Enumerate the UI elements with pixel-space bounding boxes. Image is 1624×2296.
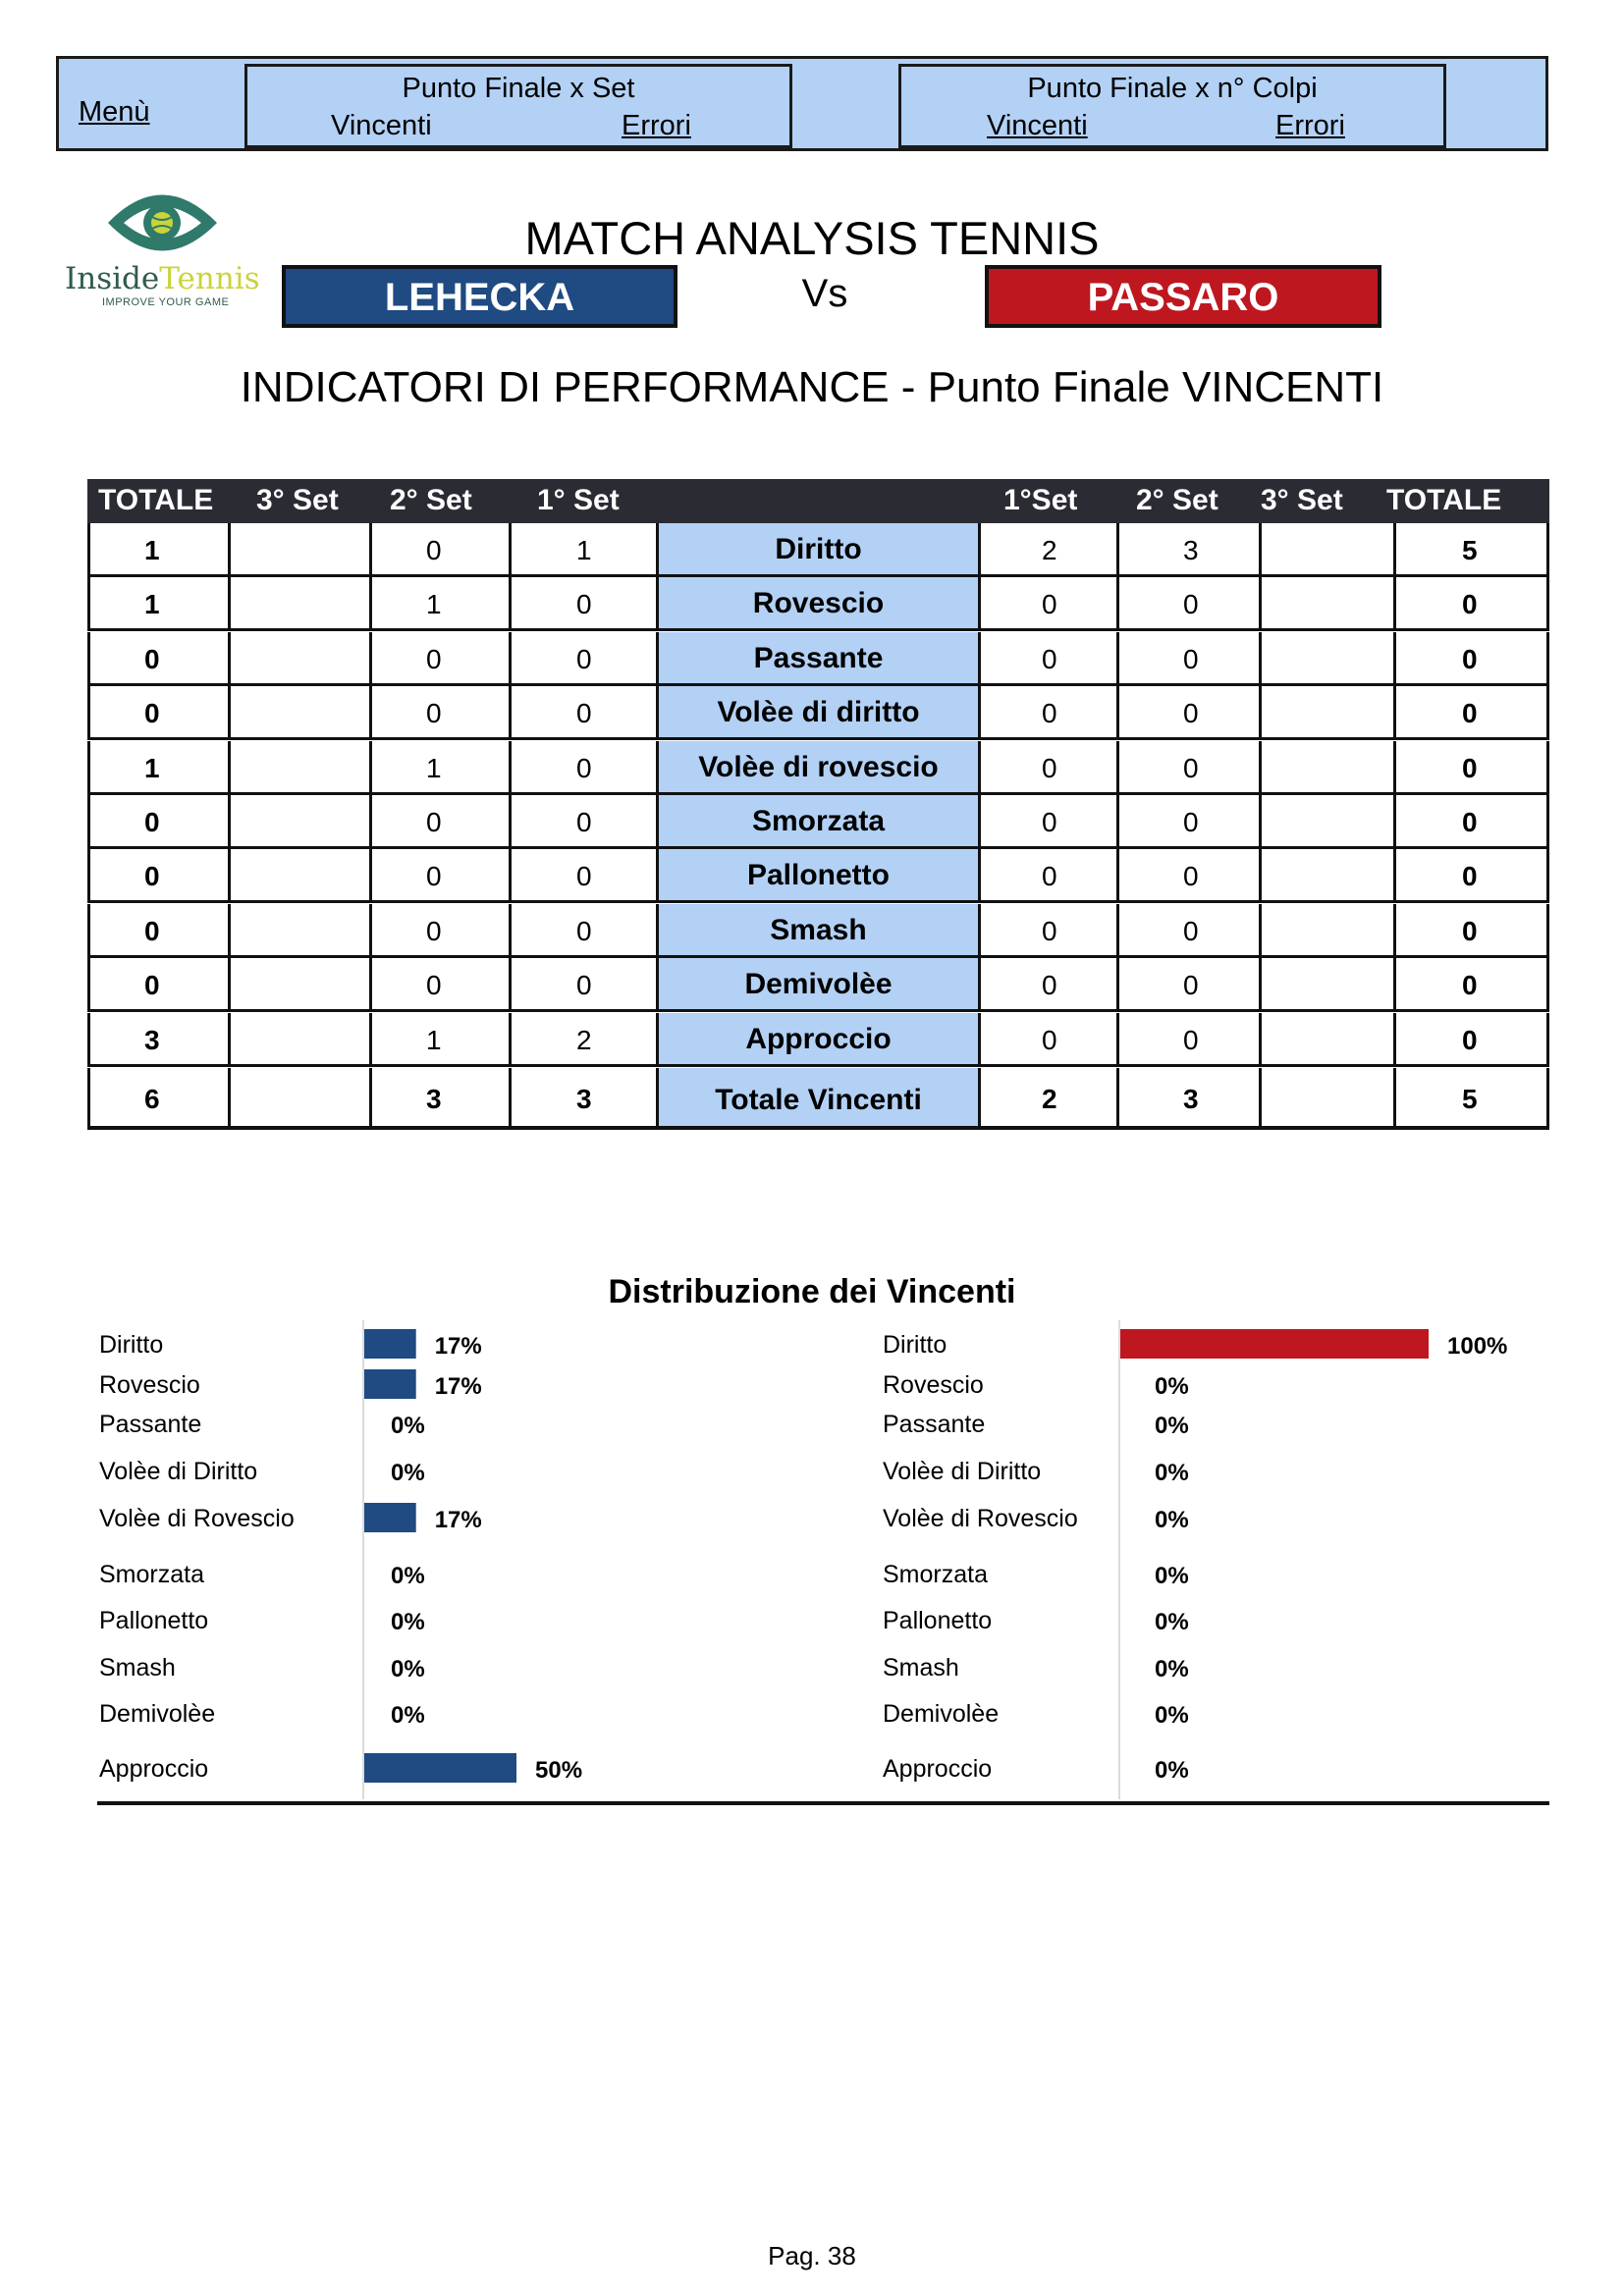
cell-value: 0 [1183, 753, 1199, 783]
cell-value: 0 [426, 535, 442, 565]
page-title: MATCH ANALYSIS TENNIS [524, 212, 1100, 264]
stroke-label: Rovescio [752, 587, 885, 619]
cell-value: 0 [1183, 644, 1199, 674]
cell-value: 0 [576, 589, 592, 619]
cell-value: 0 [426, 644, 442, 674]
header-set1-left: 1° Set [537, 484, 620, 516]
category-label: Volèe di Diritto [99, 1458, 258, 1485]
cell-value: 3 [426, 1084, 442, 1114]
page-number: Pag. 38 [768, 2241, 856, 2270]
cell-value: 2 [1042, 1084, 1057, 1114]
category-label: Volèe di Rovescio [99, 1505, 295, 1532]
cell-value: 0 [426, 698, 442, 728]
data-label: 0% [1155, 1702, 1189, 1729]
data-label: 0% [1155, 1609, 1189, 1635]
cell-value: 0 [1462, 861, 1478, 891]
cell-value: 3 [576, 1084, 592, 1114]
cell-value: 1 [426, 753, 442, 783]
header-set2-left: 2° Set [390, 484, 472, 516]
cell-value: 0 [1042, 916, 1057, 946]
category-label: Approccio [99, 1755, 209, 1783]
stroke-label: Volèe di diritto [717, 696, 920, 728]
stroke-label: Pallonetto [746, 859, 890, 891]
cell-value: 3 [144, 1025, 160, 1055]
category-label: Approccio [883, 1755, 993, 1783]
cell-value: 0 [1042, 753, 1057, 783]
cell-value: 2 [1042, 535, 1057, 565]
errori-set-link[interactable]: Errori [622, 110, 691, 141]
stroke-label: Passante [753, 642, 884, 674]
cell-value: 6 [144, 1084, 160, 1114]
cell-value: 0 [144, 644, 160, 674]
data-label: 0% [1155, 1656, 1189, 1682]
stroke-label: Smorzata [751, 805, 886, 837]
data-label: 17% [434, 1507, 482, 1533]
cell-value: 0 [1042, 698, 1057, 728]
cell-value: 0 [1042, 589, 1057, 619]
cell-value: 1 [576, 535, 592, 565]
cell-value: 0 [426, 916, 442, 946]
logo-word-inside: Inside [65, 261, 160, 296]
cell-value: 1 [144, 535, 160, 565]
cell-value: 0 [1462, 1025, 1478, 1055]
header-set1-right: 1°Set [1003, 484, 1078, 516]
cell-value: 0 [1042, 970, 1057, 1000]
bar [364, 1329, 416, 1359]
cell-value: 1 [144, 589, 160, 619]
category-label: Rovescio [99, 1371, 200, 1399]
stroke-label: Approccio [745, 1023, 892, 1055]
vincenti-set-link[interactable]: Vincenti [331, 110, 432, 141]
category-label: Passante [99, 1411, 202, 1438]
stroke-label: Demivolèe [744, 968, 893, 1000]
menu-link[interactable]: Menù [79, 96, 150, 128]
cell-value: 0 [1183, 807, 1199, 837]
cell-value: 0 [576, 698, 592, 728]
cell-value: 0 [1042, 1025, 1057, 1055]
cell-value: 0 [144, 916, 160, 946]
stroke-label: Volèe di rovescio [698, 751, 939, 783]
cell-value: 3 [1183, 535, 1199, 565]
cell-value: 1 [426, 1025, 442, 1055]
category-label: Smorzata [99, 1561, 204, 1588]
errori-colpi-link[interactable]: Errori [1275, 110, 1345, 141]
player1-badge: LEHECKA [282, 265, 677, 328]
data-label: 0% [1155, 1563, 1189, 1589]
cell-value: 0 [1042, 861, 1057, 891]
data-label: 0% [391, 1656, 425, 1682]
data-label: 17% [434, 1373, 482, 1400]
category-label: Diritto [883, 1331, 947, 1359]
cell-value: 0 [576, 807, 592, 837]
category-label: Rovescio [883, 1371, 984, 1399]
cell-value: 1 [144, 753, 160, 783]
data-label: 50% [535, 1757, 583, 1784]
cell-value: 0 [1183, 970, 1199, 1000]
bar [364, 1503, 416, 1532]
bar [1120, 1329, 1429, 1359]
chart-title: Distribuzione dei Vincenti [608, 1273, 1016, 1310]
category-label: Pallonetto [883, 1607, 993, 1634]
cell-value: 0 [1042, 644, 1057, 674]
cell-value: 0 [1462, 970, 1478, 1000]
category-label: Volèe di Diritto [883, 1458, 1042, 1485]
cell-value: 0 [576, 970, 592, 1000]
cell-value: 5 [1462, 1084, 1478, 1114]
section-subtitle: INDICATORI DI PERFORMANCE - Punto Finale VINCENTI [240, 363, 1384, 411]
data-label: 0% [1155, 1460, 1189, 1486]
cell-value: 1 [426, 589, 442, 619]
cell-value: 0 [426, 861, 442, 891]
cell-value: 3 [1183, 1084, 1199, 1114]
nav-box-title: Punto Finale x Set [402, 73, 635, 104]
cell-value: 0 [426, 807, 442, 837]
cell-value: 0 [144, 970, 160, 1000]
category-label: Smorzata [883, 1561, 988, 1588]
cell-value: 0 [1183, 698, 1199, 728]
header-set3-left: 3° Set [256, 484, 339, 516]
cell-value: 0 [576, 753, 592, 783]
cell-value: 0 [1183, 861, 1199, 891]
cell-value: 0 [1462, 644, 1478, 674]
data-label: 0% [1155, 1507, 1189, 1533]
bar [364, 1369, 416, 1399]
cell-value: 0 [1183, 589, 1199, 619]
player2-badge: PASSARO [985, 265, 1381, 328]
cell-value: 0 [426, 970, 442, 1000]
data-label: 0% [391, 1563, 425, 1589]
cell-value: 0 [576, 916, 592, 946]
cell-value: 0 [1462, 589, 1478, 619]
cell-value: 0 [144, 861, 160, 891]
header-totale-right: TOTALE [1386, 484, 1502, 516]
data-label: 0% [391, 1460, 425, 1486]
category-label: Smash [99, 1654, 176, 1682]
category-label: Passante [883, 1411, 986, 1438]
cell-value: 0 [144, 807, 160, 837]
data-label: 0% [391, 1702, 425, 1729]
category-label: Diritto [99, 1331, 164, 1359]
data-label: 17% [434, 1333, 482, 1360]
cell-value: 0 [576, 644, 592, 674]
data-label: 0% [1155, 1373, 1189, 1400]
data-label: 100% [1447, 1333, 1508, 1360]
cell-value: 0 [144, 698, 160, 728]
logo-tagline: IMPROVE YOUR GAME [102, 296, 230, 308]
cell-value: 0 [1183, 1025, 1199, 1055]
cell-value: 0 [1042, 807, 1057, 837]
stroke-label: Diritto [775, 533, 862, 565]
cell-value: 5 [1462, 535, 1478, 565]
category-label: Pallonetto [99, 1607, 209, 1634]
category-label: Demivolèe [883, 1700, 1000, 1728]
cell-value: 0 [1462, 807, 1478, 837]
versus-label: Vs [801, 272, 848, 315]
category-label: Demivolèe [99, 1700, 216, 1728]
data-label: 0% [391, 1609, 425, 1635]
data-label: 0% [391, 1413, 425, 1439]
header-set3-right: 3° Set [1261, 484, 1343, 516]
header-set2-right: 2° Set [1136, 484, 1218, 516]
cell-value: 0 [576, 861, 592, 891]
data-label: 0% [1155, 1757, 1189, 1784]
vincenti-colpi-link[interactable]: Vincenti [987, 110, 1088, 141]
cell-value: 2 [576, 1025, 592, 1055]
logo-word-tennis: Tennis [159, 261, 260, 296]
bar [364, 1753, 516, 1783]
cell-value: 0 [1462, 916, 1478, 946]
stroke-label: Smash [770, 914, 867, 946]
header-totale-left: TOTALE [98, 484, 214, 516]
cell-value: 0 [1183, 916, 1199, 946]
data-label: 0% [1155, 1413, 1189, 1439]
cell-value: 0 [1462, 698, 1478, 728]
category-label: Smash [883, 1654, 959, 1682]
category-label: Volèe di Rovescio [883, 1505, 1078, 1532]
stroke-label: Totale Vincenti [715, 1084, 922, 1116]
cell-value: 0 [1462, 753, 1478, 783]
nav-box-title: Punto Finale x n° Colpi [1027, 73, 1318, 104]
